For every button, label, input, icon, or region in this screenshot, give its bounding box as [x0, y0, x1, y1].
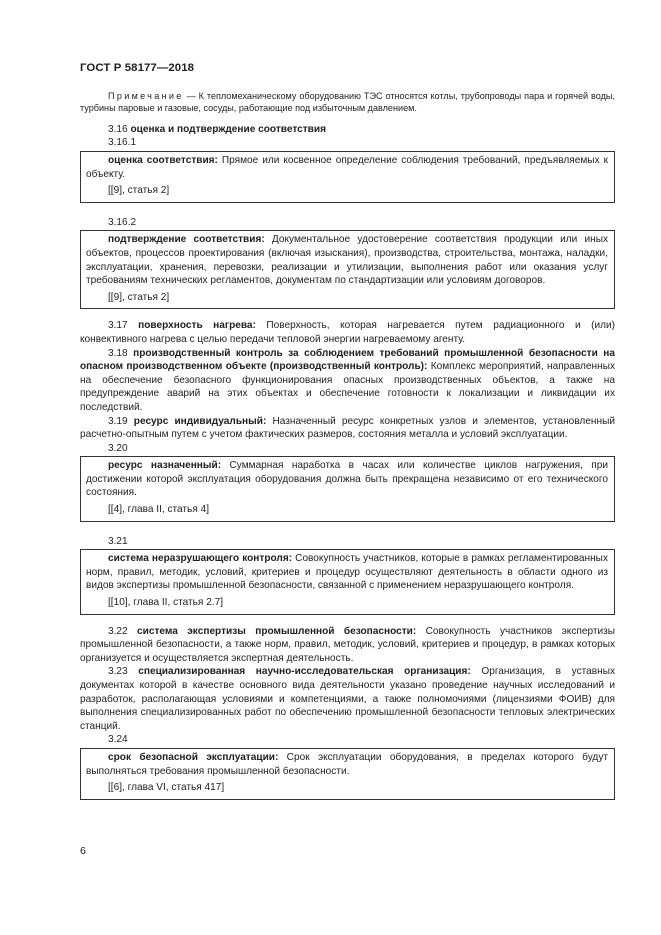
section-number-3-24: 3.24 — [108, 734, 128, 746]
source-reference: [[4], глава II, статья 4] — [108, 504, 210, 516]
section-number-3-20: 3.20 — [108, 442, 128, 454]
note-paragraph — [80, 90, 615, 115]
source-reference: [[9], статья 2] — [108, 185, 170, 197]
definition-text: ресурс назначенный: Суммарная наработка в часах или количестве циклов нагружения, при достижении которой эксплуатация оборудования должна быть прекращена независимо от его технического состояния. — [86, 460, 608, 499]
section-3-22: 3.22 система экспертизы промышленной безопасности: Совокупность участников экспертизы промышленной безопасности, а также норм, правил, методик, условий, критериев и процедур, в рамках которых организуется и осуществляется экспертная деятельность. — [80, 625, 615, 664]
page-number: 6 — [80, 845, 86, 857]
note-label: Примечание — [108, 91, 184, 101]
definition-text: подтверждение соответствия: Документальное удостоверение соответствия продукции или иных объектов, процессов проектирования (включая изыскания), производства, строительства, монтажа, наладки, эксплуатации, хранения, перевозки, реализации и утилизации, выполнения работ или оказания услуг требованиям технических регламентов, документам по стандартизации или условиям договоров. — [86, 234, 608, 287]
source-reference: [[10], глава II, статья 2.7] — [108, 597, 224, 609]
term: оценка и подтверждение соответствия — [130, 123, 326, 135]
term: срок безопасной эксплуатации: — [108, 751, 279, 763]
section-number-3-16-1: 3.16.1 — [108, 137, 137, 149]
section-3-17: 3.17 поверхность нагрева: Поверхность, которая нагревается путем радиационного и (или) конвективного нагрева с целью передачи тепловой энергии нагреваемому агенту. — [80, 320, 615, 345]
term: ресурс назначенный: — [108, 460, 222, 472]
term: подтверждение соответствия: — [108, 234, 265, 246]
section-3-19: 3.19 ресурс индивидуальный: Назначенный ресурс конкретных узлов и элементов, установленный расчетно-опытным путем с учетом фактических размеров, состояния металла и условий эксплуатации. — [80, 415, 615, 441]
section-number-3-21: 3.21 — [108, 535, 128, 547]
term: специализированная научно-исследовательская организация: — [138, 666, 471, 678]
note-text: — К тепломеханическому оборудованию ТЭС относятся котлы, трубопроводы пара и горячей воды, турбины паровые и газовые, сосуды, работающие под избыточным давлением. — [80, 91, 615, 114]
section-number-3-16-2: 3.16.2 — [108, 216, 137, 228]
section-3-18: 3.18 производственный контроль за соблюдением требований промышленной безопасности на опасном производственном объекте (производственный контроль): Комплекс мероприятий, направленных на обеспечение безопасного функционирования опасных производственных объектов, а также на предупреждение аварий на этих объектах и обеспечение готовности к локализации и ликвидации их последствий. — [80, 347, 616, 413]
term: поверхность нагрева: — [138, 320, 256, 332]
source-reference: [[6], глава VI, статья 417] — [108, 782, 225, 794]
term: система экспертизы промышленной безопасности: — [137, 625, 417, 637]
term: производственный контроль за соблюдением требований промышленной безопасности на опасном производственном объекте (производственный контроль): — [80, 347, 616, 373]
definition-text: срок безопасной эксплуатации: Срок эксплуатации оборудования, в пределах которого будут выполняться требования промышленной безопасности. — [86, 751, 608, 777]
definition-text: система неразрушающего контроля: Совокупность участников, которые в рамках регламентированных норм, правил, методик, условий, критериев и процедур осуществляют деятельность в области одного из видов экспертизы промышленной безопасности, связанной с применением неразрушающего контроля. — [86, 553, 608, 592]
term: ресурс индивидуальный: — [133, 415, 267, 427]
definition-box-3-20 — [80, 456, 615, 521]
term: оценка соответствия: — [108, 155, 218, 166]
document-body — [80, 90, 615, 800]
definition-text: оценка соответствия: Прямое или косвенное определение соблюдения требований, предъявляемых к объекту. — [86, 155, 608, 180]
definition-box-3-16-2 — [80, 230, 615, 309]
section-3-23: 3.23 специализированная научно-исследовательская организация: Организация, в уставных документах которой в качестве основного вида деятельности указано проведение научных исследований и разработок, располагающая условиями и компетенциями, а также полномочиями (лицензиями ФОИВ) для выполнения специализированных работ по обеспечению промышленной безопасности тепловых электрических станций. — [80, 666, 615, 732]
document-header: ГОСТ Р 58177—2018 — [80, 62, 195, 74]
definition-box-3-21 — [80, 549, 615, 614]
source-reference: [[9], статья 2] — [108, 291, 170, 303]
definition-box-3-24 — [80, 748, 615, 800]
definition-box-3-16-1 — [80, 151, 615, 203]
term: система неразрушающего контроля: — [108, 553, 293, 565]
section-3-16: 3.16 оценка и подтверждение соответствия — [108, 123, 326, 135]
